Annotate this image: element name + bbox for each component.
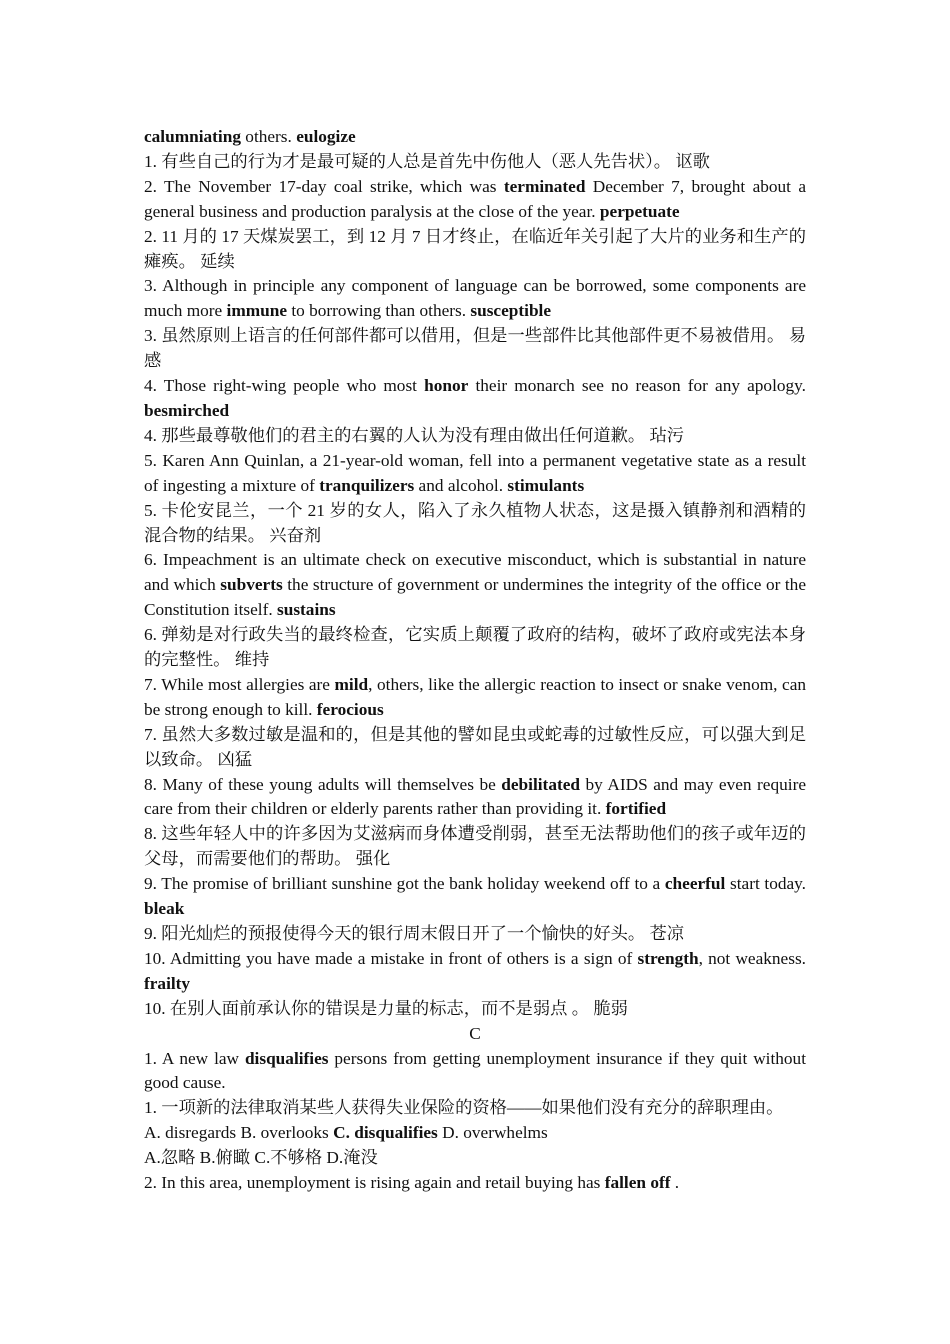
paragraph — [144, 150, 806, 175]
paragraph — [144, 1096, 806, 1121]
text-run: 6. Impeachment is an ultimate check on executive misconduct, which is substantial in nature and which — [144, 550, 806, 595]
paragraph — [144, 723, 806, 773]
text-run: D. overwhelms — [437, 1123, 548, 1143]
bold-term: ferocious — [316, 699, 384, 719]
text-run: 2. In this area, unemployment is rising again and retail buying has — [144, 1173, 605, 1193]
text-run: 1. 有些自己的行为才是最可疑的人总是首先中伤他人（恶人先告状）。 讴歌 — [144, 151, 710, 171]
paragraph — [144, 872, 806, 922]
text-run: 7. While most allergies are — [144, 674, 335, 694]
bold-term: debilitated — [501, 774, 580, 794]
text-run: and alcohol. — [414, 475, 508, 495]
text-run: 8. 这些年轻人中的许多因为艾滋病而身体遭受削弱，甚至无法帮助他们的孩子或年迈的父母，而需要他们的帮助。 强化 — [144, 824, 806, 869]
text-run: 4. Those right-wing people who most — [144, 376, 425, 396]
text-run: December 7, brought about a general business and production paralysis at the close of the year. — [144, 176, 806, 221]
paragraph — [144, 773, 806, 823]
bold-term: susceptible — [470, 301, 552, 321]
bold-term: tranquilizers — [319, 475, 415, 495]
bold-term: strength — [637, 948, 699, 968]
paragraph — [144, 623, 806, 673]
text-run: 5. 卡伦安昆兰，一个 21 岁的女人，陷入了永久植物人状态，这是摄入镇静剂和酒精的混合物的结果。 兴奋剂 — [144, 500, 806, 545]
text-run: 6. 弹劾是对行政失当的最终检查，它实质上颠覆了政府的结构，破坏了政府或宪法本身的完整性。 维持 — [144, 625, 806, 670]
paragraph — [144, 1047, 806, 1097]
text-run: A.忽略 B.俯瞰 C.不够格 D.淹没 — [144, 1148, 378, 1168]
text-run: 3. 虽然原则上语言的任何部件都可以借用，但是一些部件比其他部件更不易被借用。 易感 — [144, 326, 806, 371]
text-run: 10. Admitting you have made a mistake in front of others is a sign of — [144, 948, 638, 968]
text-run: C — [469, 1023, 481, 1043]
bold-term: honor — [424, 376, 469, 396]
text-run: 1. 一项新的法律取消某些人获得失业保险的资格——如果他们没有充分的辞职理由。 — [144, 1098, 784, 1118]
paragraph — [144, 424, 806, 449]
paragraph — [144, 1171, 806, 1196]
text-run: , others, like the allergic reaction to insect or snake venom, can be strong enough to kill. — [144, 674, 806, 719]
bold-term: mild — [334, 674, 369, 694]
paragraph — [144, 274, 806, 324]
paragraph — [144, 125, 806, 150]
bold-term: C. disqualifies — [333, 1123, 438, 1143]
text-run: to borrowing than others. — [287, 301, 471, 321]
bold-term: cheerful — [664, 874, 726, 894]
bold-term: besmirched — [144, 400, 230, 420]
text-run: 9. 阳光灿烂的预报使得今天的银行周末假日开了一个愉快的好头。 苍凉 — [144, 924, 685, 943]
text-run: A. disregards B. overlooks — [144, 1123, 334, 1143]
text-run: 5. Karen Ann Quinlan, a 21-year-old woman, fell into a permanent vegetative state as a result of ingesting a mixture of — [144, 450, 806, 495]
paragraph — [144, 499, 806, 549]
paragraph — [144, 673, 806, 723]
text-run: 3. Although in principle any component of language can be borrowed, some components are much more — [144, 276, 806, 321]
bold-term: calumniating — [144, 127, 241, 146]
text-run: . — [670, 1173, 680, 1193]
bold-term: fallen off — [604, 1173, 671, 1193]
paragraph — [144, 175, 806, 225]
text-run: 8. Many of these young adults will themselves be — [144, 774, 502, 794]
bold-term: frailty — [144, 973, 191, 993]
paragraph — [144, 1121, 806, 1146]
bold-term: subverts — [220, 575, 283, 595]
text-run: the structure of government or undermines the integrity of the office or the Constitution itself. — [144, 575, 806, 620]
text-run: 2. 11 月的 17 天煤炭罢工，到 12 月 7 日才终止，在临近年关引起了大片的业务和生产的瘫痪。 延续 — [144, 226, 806, 271]
paragraph — [144, 374, 806, 424]
paragraph — [144, 449, 806, 499]
bold-term: disqualifies — [244, 1048, 329, 1068]
bold-term: fortified — [605, 799, 667, 819]
bold-term: stimulants — [507, 475, 585, 495]
text-run: 1. A new law — [144, 1048, 245, 1068]
text-run: 10. 在别人面前承认你的错误是力量的标志，而不是弱点 。 脆弱 — [144, 998, 628, 1018]
paragraph — [144, 548, 806, 623]
paragraph — [144, 324, 806, 374]
paragraph — [144, 997, 806, 1022]
text-run: , not weakness. — [698, 948, 806, 968]
text-run: persons from getting unemployment insurance if they quit without good cause. — [144, 1048, 806, 1093]
bold-term: perpetuate — [599, 201, 680, 221]
bold-term: immune — [226, 301, 288, 321]
text-run: start today. — [725, 874, 806, 894]
paragraph — [144, 822, 806, 872]
document-page — [144, 125, 806, 1196]
bold-term: eulogize — [296, 127, 356, 146]
text-run: their monarch see no reason for any apology. — [468, 376, 806, 396]
paragraph — [144, 1146, 806, 1171]
bold-term: bleak — [144, 899, 185, 919]
text-run: 9. The promise of brilliant sunshine got the bank holiday weekend off to a — [144, 874, 665, 894]
bold-term: sustains — [276, 600, 336, 620]
paragraph — [144, 947, 806, 997]
paragraph — [144, 225, 806, 275]
bold-term: terminated — [503, 176, 586, 196]
section-heading — [144, 1022, 806, 1047]
text-run: 7. 虽然大多数过敏是温和的，但是其他的譬如昆虫或蛇毒的过敏性反应，可以强大到足以致命。 凶猛 — [144, 724, 806, 769]
text-run: by AIDS and may even require care from their children or elderly parents rather than providing it. — [144, 774, 806, 819]
text-run: others. — [240, 127, 297, 146]
text-run: 4. 那些最尊敬他们的君主的右翼的人认为没有理由做出任何道歉。 玷污 — [144, 425, 685, 445]
text-run: 2. The November 17-day coal strike, which was — [144, 176, 504, 196]
paragraph — [144, 922, 806, 947]
